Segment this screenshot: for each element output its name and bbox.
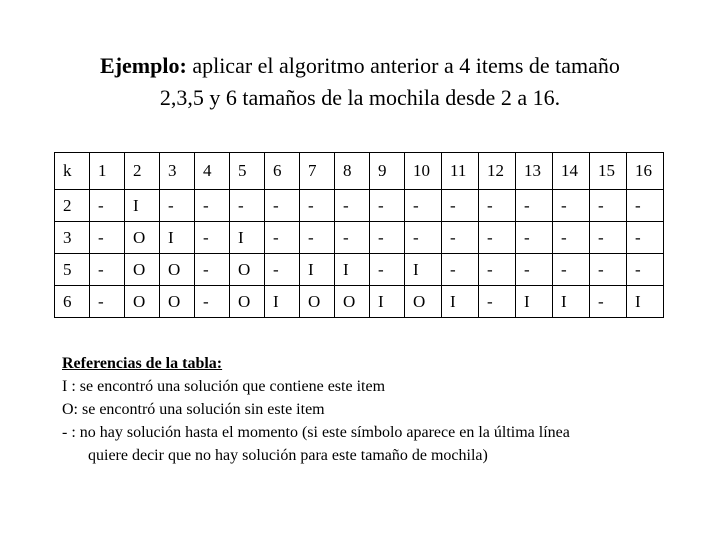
table-cell: - <box>590 254 627 286</box>
table-cell: - <box>90 190 125 222</box>
table-cell: - <box>195 190 230 222</box>
header-cell: 10 <box>405 153 442 190</box>
table-cell: - <box>553 190 590 222</box>
header-cell: 4 <box>195 153 230 190</box>
table-cell: I <box>370 286 405 318</box>
header-cell: 6 <box>265 153 300 190</box>
header-cell: 7 <box>300 153 335 190</box>
table-cell: - <box>230 190 265 222</box>
table-cell: - <box>553 254 590 286</box>
table-cell: O <box>160 286 195 318</box>
table-cell: I <box>300 254 335 286</box>
table-cell: - <box>90 286 125 318</box>
table-cell: - <box>195 254 230 286</box>
table-cell: I <box>405 254 442 286</box>
table-cell: I <box>553 286 590 318</box>
header-cell: 13 <box>516 153 553 190</box>
table-cell: - <box>90 254 125 286</box>
table-cell: O <box>125 254 160 286</box>
table-cell: - <box>265 254 300 286</box>
table-cell: I <box>230 222 265 254</box>
table-cell: - <box>479 222 516 254</box>
table-cell: - <box>195 222 230 254</box>
table-row <box>55 254 664 286</box>
header-cell: 3 <box>160 153 195 190</box>
row-label-cell: 3 <box>55 222 90 254</box>
table-cell: I <box>125 190 160 222</box>
row-label-cell: 5 <box>55 254 90 286</box>
table-cell: O <box>300 286 335 318</box>
table-cell: I <box>265 286 300 318</box>
table-cell: O <box>125 222 160 254</box>
table-cell: - <box>370 190 405 222</box>
table-cell: - <box>627 222 664 254</box>
header-cell: 1 <box>90 153 125 190</box>
legend-item-o: O: se encontró una solución sin este item <box>62 401 325 418</box>
slide-title <box>40 50 680 114</box>
table-cell: - <box>516 222 553 254</box>
table-row <box>55 190 664 222</box>
table-cell: O <box>335 286 370 318</box>
title-bold-label: Ejemplo: <box>100 53 187 78</box>
table-cell: - <box>590 222 627 254</box>
header-cell: k <box>55 153 90 190</box>
table-cell: - <box>627 190 664 222</box>
table-cell: - <box>590 286 627 318</box>
table-legend <box>62 352 682 467</box>
table-cell: - <box>627 254 664 286</box>
table-cell: O <box>405 286 442 318</box>
table-cell: - <box>442 222 479 254</box>
header-cell: 15 <box>590 153 627 190</box>
title-line-2: 2,3,5 y 6 tamaños de la mochila desde 2 a 16. <box>159 85 561 110</box>
header-cell: 14 <box>553 153 590 190</box>
table-cell: - <box>90 222 125 254</box>
header-cell: 11 <box>442 153 479 190</box>
row-label-cell: 2 <box>55 190 90 222</box>
table-cell: - <box>335 190 370 222</box>
legend-title: Referencias de la tabla: <box>62 355 223 372</box>
table-cell: - <box>442 254 479 286</box>
legend-item-dash: - : no hay solución hasta el momento (si este símbolo aparece en la última línea <box>62 424 570 441</box>
table-cell: I <box>627 286 664 318</box>
table-cell: - <box>590 190 627 222</box>
row-label-cell: 6 <box>55 286 90 318</box>
table-cell: - <box>442 190 479 222</box>
table-cell: - <box>335 222 370 254</box>
table-row <box>55 286 664 318</box>
header-cell: 12 <box>479 153 516 190</box>
table-cell: O <box>230 286 265 318</box>
table-cell: I <box>516 286 553 318</box>
header-cell: 16 <box>627 153 664 190</box>
table-cell: O <box>230 254 265 286</box>
header-cell: 9 <box>370 153 405 190</box>
table-cell: - <box>516 190 553 222</box>
table-cell: - <box>300 222 335 254</box>
table-cell: - <box>265 222 300 254</box>
table-cell: - <box>479 190 516 222</box>
table-cell: - <box>370 254 405 286</box>
table-cell: - <box>160 190 195 222</box>
table-row <box>55 222 664 254</box>
table-cell: - <box>479 254 516 286</box>
header-cell: 5 <box>230 153 265 190</box>
table-cell: O <box>160 254 195 286</box>
table-cell: - <box>195 286 230 318</box>
table-cell: I <box>160 222 195 254</box>
legend-item-dash-continuation: quiere decir que no hay solución para este tamaño de mochila) <box>88 447 488 464</box>
table-cell: I <box>335 254 370 286</box>
table-cell: - <box>553 222 590 254</box>
table-cell: - <box>479 286 516 318</box>
table-cell: - <box>300 190 335 222</box>
legend-item-i: I : se encontró una solución que contiene este item <box>62 378 386 395</box>
header-cell: 2 <box>125 153 160 190</box>
title-line-1 <box>40 50 680 82</box>
table-cell: - <box>405 222 442 254</box>
knapsack-table <box>54 152 664 318</box>
table-cell: - <box>265 190 300 222</box>
table-cell: I <box>442 286 479 318</box>
table-cell: - <box>516 254 553 286</box>
table-cell: - <box>370 222 405 254</box>
table-cell: - <box>405 190 442 222</box>
table-header-row <box>55 153 664 190</box>
header-cell: 8 <box>335 153 370 190</box>
table-cell: O <box>125 286 160 318</box>
title-line-1-text: aplicar el algoritmo anterior a 4 items de tamaño <box>192 53 620 78</box>
